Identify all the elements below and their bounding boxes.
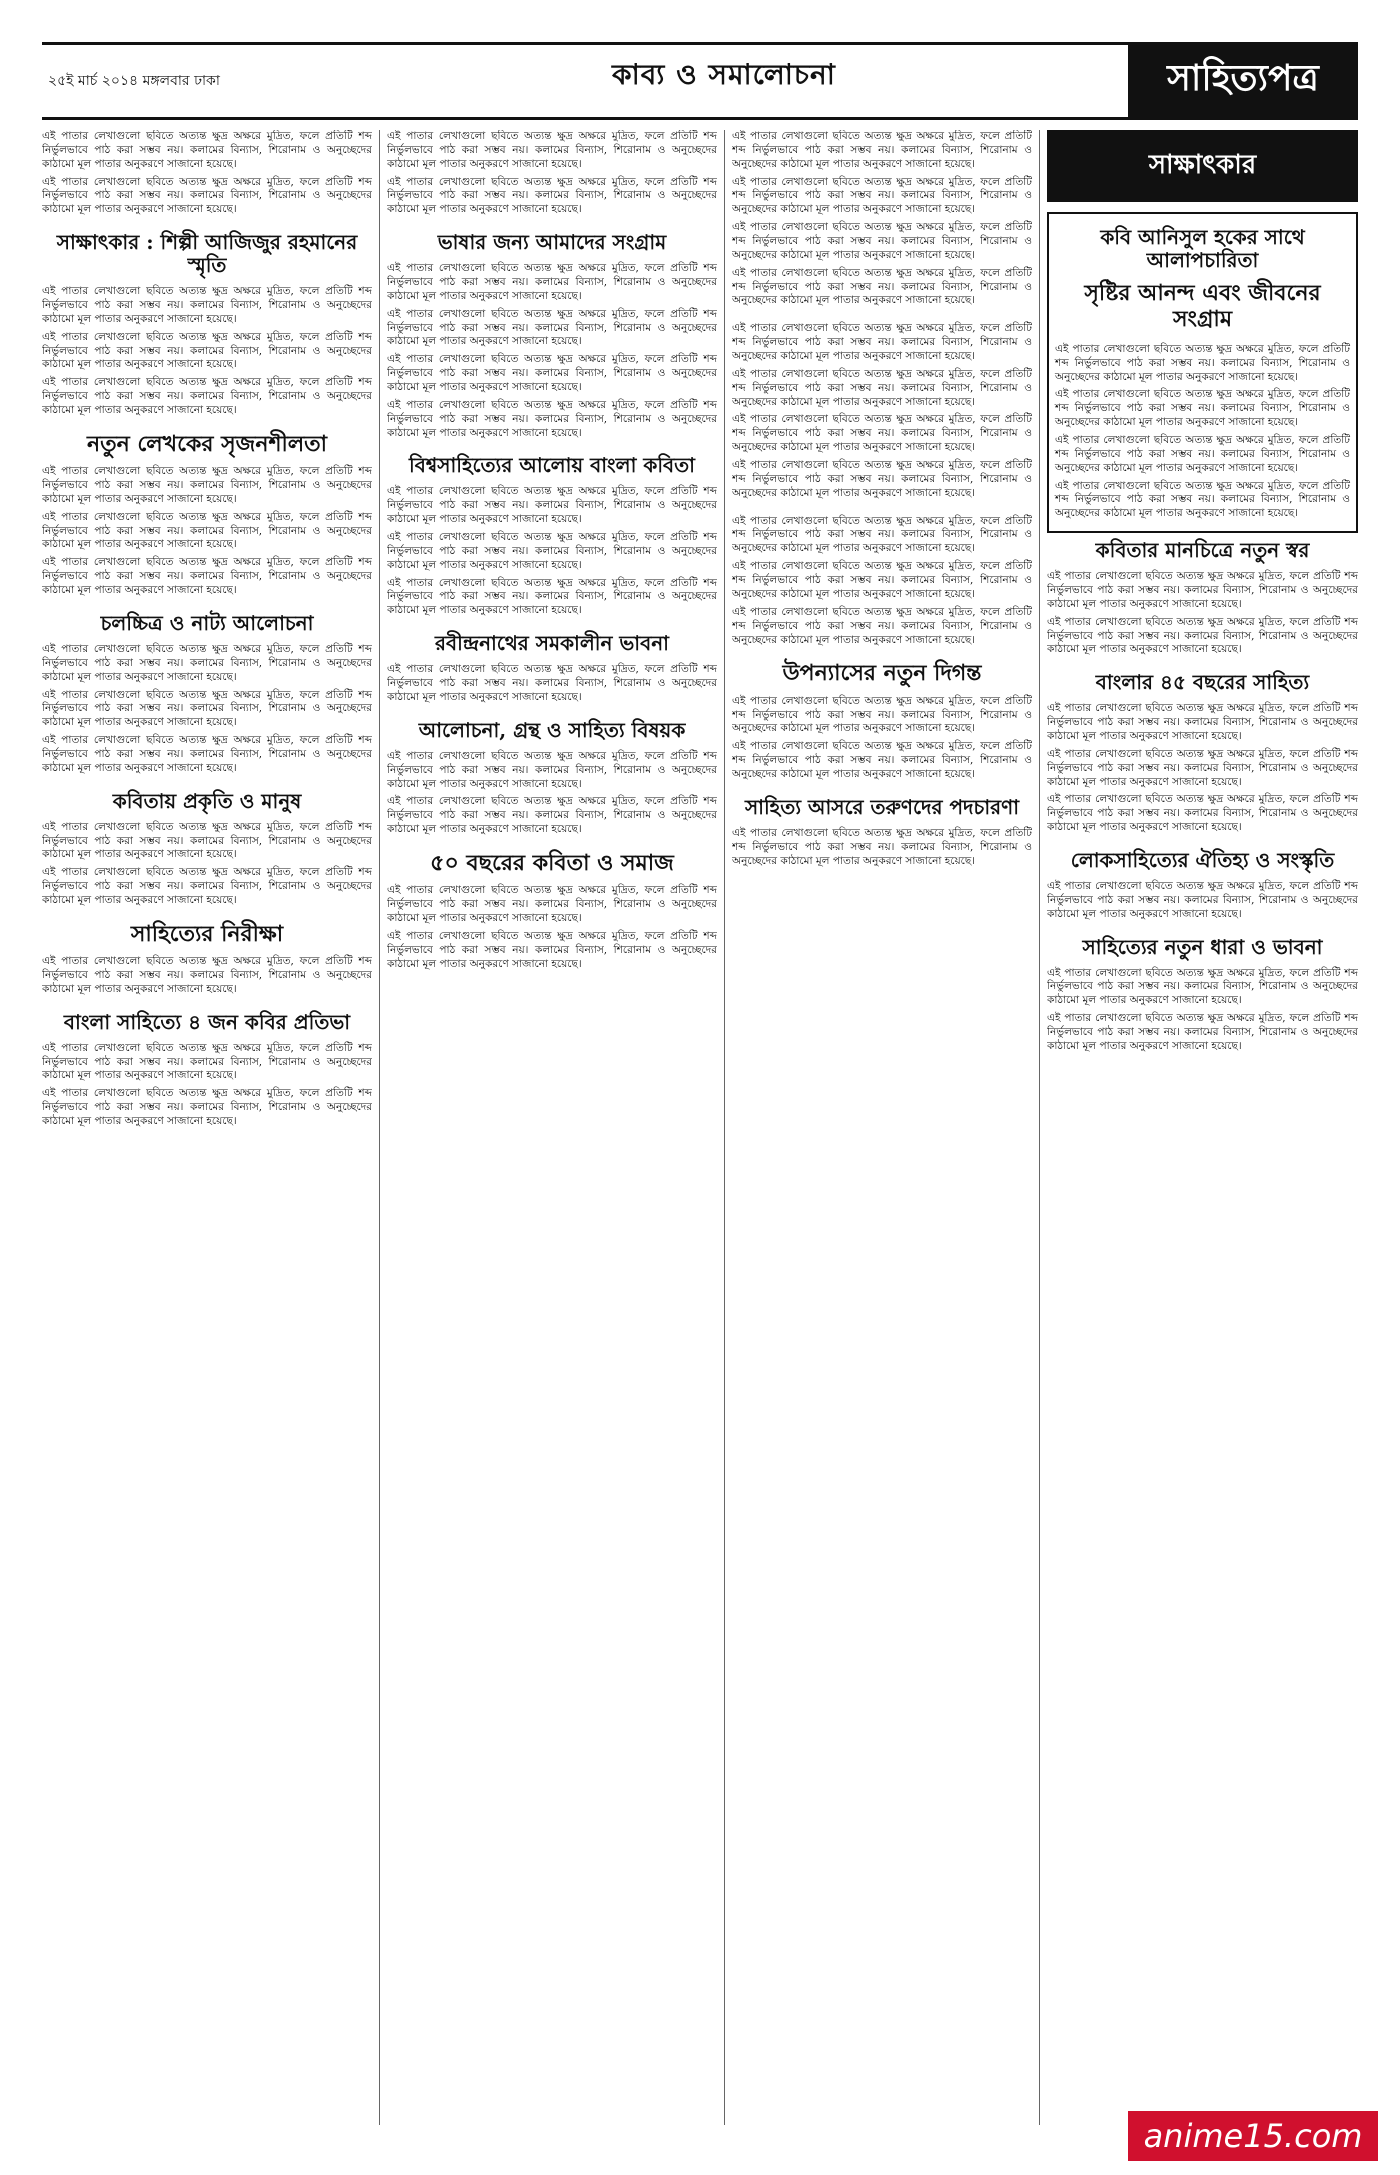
article-paragraph: এই পাতার লেখাগুলো ছবিতে অত্যন্ত ক্ষুদ্র অক্ষরে মুদ্রিত, ফলে প্রতিটি শব্দ নির্ভুলভাবে পাঠ করা সম্ভব নয়। কলামের বিন্যাস, শিরোনাম ও অনুচ্ছেদের কাঠামো মূল পাতার অনুকরণে সাজানো হয়েছে। [387, 884, 717, 924]
article-paragraph: এই পাতার লেখাগুলো ছবিতে অত্যন্ত ক্ষুদ্র অক্ষরে মুদ্রিত, ফলে প্রতিটি শব্দ নির্ভুলভাবে পাঠ করা সম্ভব নয়। কলামের বিন্যাস, শিরোনাম ও অনুচ্ছেদের কাঠামো মূল পাতার অনুকরণে সাজানো হয়েছে। [42, 556, 372, 597]
article-paragraph: এই পাতার লেখাগুলো ছবিতে অত্যন্ত ক্ষুদ্র অক্ষরে মুদ্রিত, ফলে প্রতিটি শব্দ নির্ভুলভাবে পাঠ করা সম্ভব নয়। কলামের বিন্যাস, শিরোনাম ও অনুচ্ছেদের কাঠামো মূল পাতার অনুকরণে সাজানো হয়েছে। [42, 465, 372, 505]
article-headline: বাংলার ৪৫ বছরের সাহিত্য [1095, 670, 1310, 695]
article-paragraph: এই পাতার লেখাগুলো ছবিতে অত্যন্ত ক্ষুদ্র অক্ষরে মুদ্রিত, ফলে প্রতিটি শব্দ নির্ভুলভাবে পাঠ করা সম্ভব নয়। কলামের বিন্যাস, শিরোনাম ও অনুচ্ছেদের কাঠামো মূল পাতার অনুকরণে সাজানো হয়েছে। [387, 262, 717, 302]
article-headline: উপন্যাসের নতুন দিগন্ত [782, 660, 982, 687]
article-headline: সাহিত্য আসরে তরুণদের পদচারণা [744, 794, 1020, 819]
article-paragraph: এই পাতার লেখাগুলো ছবিতে অত্যন্ত ক্ষুদ্র অক্ষরে মুদ্রিত, ফলে প্রতিটি শব্দ নির্ভুলভাবে পাঠ করা সম্ভব নয়। কলামের বিন্যাস, শিরোনাম ও অনুচ্ছেদের কাঠামো মূল পাতার অনুকরণে সাজানো হয়েছে। [387, 795, 717, 836]
article-body [387, 750, 717, 837]
article-paragraph: এই পাতার লেখাগুলো ছবিতে অত্যন্ত ক্ষুদ্র অক্ষরে মুদ্রিত, ফলে প্রতিটি শব্দ নির্ভুলভাবে পাঠ করা সম্ভব নয়। কলামের বিন্যাস, শিরোনাম ও অনুচ্ছেদের কাঠামো মূল পাতার অনুকরণে সাজানো হয়েছে। [732, 826, 1032, 867]
article-headline: রবীন্দ্রনাথের সমকালীন ভাবনা [435, 631, 669, 656]
article [1047, 539, 1358, 657]
article-paragraph: এই পাতার লেখাগুলো ছবিতে অত্যন্ত ক্ষুদ্র অক্ষরে মুদ্রিত, ফলে প্রতিটি শব্দ নির্ভুলভাবে পাঠ করা সম্ভব নয়। কলামের বিন্যাস, শিরোনাম ও অনুচ্ছেদের কাঠামো মূল পাতার অনুকরণে সাজানো হয়েছে। [732, 266, 1032, 307]
article [732, 322, 1032, 500]
article-headline: লোকসাহিত্যের ঐতিহ্য ও সংস্কৃতি [1070, 847, 1335, 872]
article-body [42, 285, 372, 418]
article-body [1047, 570, 1358, 657]
article-paragraph: এই পাতার লেখাগুলো ছবিতে অত্যন্ত ক্ষুদ্র অক্ষরে মুদ্রিত, ফলে প্রতিটি শব্দ নির্ভুলভাবে পাঠ করা সম্ভব নয়। কলামের বিন্যাস, শিরোনাম ও অনুচ্ছেদের কাঠামো মূল পাতার অনুকরণে সাজানো হয়েছে। [42, 1087, 372, 1127]
article-paragraph: এই পাতার লেখাগুলো ছবিতে অত্যন্ত ক্ষুদ্র অক্ষরে মুদ্রিত, ফলে প্রতিটি শব্দ নির্ভুলভাবে পাঠ করা সম্ভব নয়। কলামের বিন্যাস, শিরোনাম ও অনুচ্ছেদের কাঠামো মূল পাতার অনুকরণে সাজানো হয়েছে। [732, 459, 1032, 499]
article-headline: আলোচনা, গ্রন্থ ও সাহিত্য বিষয়ক [418, 717, 686, 742]
article-headline: চলচ্চিত্র ও নাট্য আলোচনা [100, 610, 314, 635]
feature-paragraph: এই পাতার লেখাগুলো ছবিতে অত্যন্ত ক্ষুদ্র অক্ষরে মুদ্রিত, ফলে প্রতিটি শব্দ নির্ভুলভাবে পাঠ করা সম্ভব নয়। কলামের বিন্যাস, শিরোনাম ও অনুচ্ছেদের কাঠামো মূল পাতার অনুকরণে সাজানো হয়েছে। [1055, 342, 1350, 383]
article-body [42, 643, 372, 776]
article-headline: সাক্ষাৎকার : শিল্পী আজিজুর রহমানের স্মৃতি [56, 230, 358, 278]
column-1 [42, 130, 372, 2125]
article-headline: নতুন লেখকের সৃজনশীলতা [86, 430, 328, 457]
feature-body [1055, 343, 1350, 521]
article-paragraph: এই পাতার লেখাগুলো ছবিতে অত্যন্ত ক্ষুদ্র অক্ষরে মুদ্রিত, ফলে প্রতিটি শব্দ নির্ভুলভাবে পাঠ করা সম্ভব নয়। কলামের বিন্যাস, শিরোনাম ও অনুচ্ছেদের কাঠামো মূল পাতার অনুকরণে সাজানো হয়েছে। [387, 307, 717, 348]
article [1047, 671, 1358, 835]
article-paragraph: এই পাতার লেখাগুলো ছবিতে অত্যন্ত ক্ষুদ্র অক্ষরে মুদ্রিত, ফলে প্রতিটি শব্দ নির্ভুলভাবে পাঠ করা সম্ভব নয়। কলামের বিন্যাস, শিরোনাম ও অনুচ্ছেদের কাঠামো মূল পাতার অনুকরণে সাজানো হয়েছে। [732, 322, 1032, 363]
article-paragraph: এই পাতার লেখাগুলো ছবিতে অত্যন্ত ক্ষুদ্র অক্ষরে মুদ্রিত, ফলে প্রতিটি শব্দ নির্ভুলভাবে পাঠ করা সম্ভব নয়। কলামের বিন্যাস, শিরোনাম ও অনুচ্ছেদের কাঠামো মূল পাতার অনুকরণে সাজানো হয়েছে। [1047, 570, 1358, 610]
article-body [387, 262, 717, 440]
newspaper-logo: সাহিত্যপত্র [1128, 45, 1358, 117]
article-body [732, 515, 1032, 648]
article [387, 130, 717, 217]
column-4-articles [1047, 539, 1358, 1054]
article-paragraph: এই পাতার লেখাগুলো ছবিতে অত্যন্ত ক্ষুদ্র অক্ষরে মুদ্রিত, ফলে প্রতিটি শব্দ নির্ভুলভাবে পাঠ করা সম্ভব নয়। কলামের বিন্যাস, শিরোনাম ও অনুচ্ছেদের কাঠামো মূল পাতার অনুকরণে সাজানো হয়েছে। [387, 663, 717, 703]
article-paragraph: এই পাতার লেখাগুলো ছবিতে অত্যন্ত ক্ষুদ্র অক্ষরে মুদ্রিত, ফলে প্রতিটি শব্দ নির্ভুলভাবে পাঠ করা সম্ভব নয়। কলামের বিন্যাস, শিরোনাম ও অনুচ্ছেদের কাঠামো মূল পাতার অনুকরণে সাজানো হয়েছে। [1047, 747, 1358, 788]
column-rule [1039, 130, 1040, 2125]
article-body [42, 1042, 372, 1129]
article-paragraph: এই পাতার লেখাগুলো ছবিতে অত্যন্ত ক্ষুদ্র অক্ষরে মুদ্রিত, ফলে প্রতিটি শব্দ নির্ভুলভাবে পাঠ করা সম্ভব নয়। কলামের বিন্যাস, শিরোনাম ও অনুচ্ছেদের কাঠামো মূল পাতার অনুকরণে সাজানো হয়েছে। [1047, 793, 1358, 834]
article-paragraph: এই পাতার লেখাগুলো ছবিতে অত্যন্ত ক্ষুদ্র অক্ষরে মুদ্রিত, ফলে প্রতিটি শব্দ নির্ভুলভাবে পাঠ করা সম্ভব নয়। কলামের বিন্যাস, শিরোনাম ও অনুচ্ছেদের কাঠামো মূল পাতার অনুকরণে সাজানো হয়েছে। [732, 175, 1032, 216]
column-rule [379, 130, 380, 2125]
article-paragraph: এই পাতার লেখাগুলো ছবিতে অত্যন্ত ক্ষুদ্র অক্ষরে মুদ্রিত, ফলে প্রতিটি শব্দ নির্ভুলভাবে পাঠ করা সম্ভব নয়। কলামের বিন্যাস, শিরোনাম ও অনুচ্ছেদের কাঠামো মূল পাতার অনুকরণে সাজানো হয়েছে। [387, 353, 717, 394]
column-2 [387, 130, 717, 2125]
article [42, 231, 372, 418]
article [387, 632, 717, 705]
article-paragraph: এই পাতার লেখাগুলো ছবিতে অত্যন্ত ক্ষুদ্র অক্ষরে মুদ্রিত, ফলে প্রতিটি শব্দ নির্ভুলভাবে পাঠ করা সম্ভব নয়। কলামের বিন্যাস, শিরোনাম ও অনুচ্ছেদের কাঠামো মূল পাতার অনুকরণে সাজানো হয়েছে। [42, 820, 372, 861]
article [42, 790, 372, 908]
article-paragraph: এই পাতার লেখাগুলো ছবিতে অত্যন্ত ক্ষুদ্র অক্ষরে মুদ্রিত, ফলে প্রতিটি শব্দ নির্ভুলভাবে পাঠ করা সম্ভব নয়। কলামের বিন্যাস, শিরোনাম ও অনুচ্ছেদের কাঠামো মূল পাতার অনুকরণে সাজানো হয়েছে। [42, 510, 372, 551]
article-body [732, 130, 1032, 308]
article-paragraph: এই পাতার লেখাগুলো ছবিতে অত্যন্ত ক্ষুদ্র অক্ষরে মুদ্রিত, ফলে প্রতিটি শব্দ নির্ভুলভাবে পাঠ করা সম্ভব নয়। কলামের বিন্যাস, শিরোনাম ও অনুচ্ছেদের কাঠামো মূল পাতার অনুকরণে সাজানো হয়েছে। [42, 734, 372, 774]
article [732, 130, 1032, 308]
article-paragraph: এই পাতার লেখাগুলো ছবিতে অত্যন্ত ক্ষুদ্র অক্ষরে মুদ্রিত, ফলে প্রতিটি শব্দ নির্ভুলভাবে পাঠ করা সম্ভব নয়। কলামের বিন্যাস, শিরোনাম ও অনুচ্ছেদের কাঠামো মূল পাতার অনুকরণে সাজানো হয়েছে। [732, 740, 1032, 780]
article-paragraph: এই পাতার লেখাগুলো ছবিতে অত্যন্ত ক্ষুদ্র অক্ষরে মুদ্রিত, ফলে প্রতিটি শব্দ নির্ভুলভাবে পাঠ করা সম্ভব নয়। কলামের বিন্যাস, শিরোনাম ও অনুচ্ছেদের কাঠামো মূল পাতার অনুকরণে সাজানো হয়েছে। [42, 376, 372, 417]
article-paragraph: এই পাতার লেখাগুলো ছবিতে অত্যন্ত ক্ষুদ্র অক্ষরে মুদ্রিত, ফলে প্রতিটি শব্দ নির্ভুলভাবে পাঠ করা সম্ভব নয়। কলামের বিন্যাস, শিরোনাম ও অনুচ্ছেদের কাঠামো মূল পাতার অনুকরণে সাজানো হয়েছে। [42, 688, 372, 729]
article [387, 851, 717, 971]
article-body [387, 130, 717, 217]
article-paragraph: এই পাতার লেখাগুলো ছবিতে অত্যন্ত ক্ষুদ্র অক্ষরে মুদ্রিত, ফলে প্রতিটি শব্দ নির্ভুলভাবে পাঠ করা সম্ভব নয়। কলামের বিন্যাস, শিরোনাম ও অনুচ্ছেদের কাঠামো মূল পাতার অনুকরণে সাজানো হয়েছে। [42, 1041, 372, 1082]
article-paragraph: এই পাতার লেখাগুলো ছবিতে অত্যন্ত ক্ষুদ্র অক্ষরে মুদ্রিত, ফলে প্রতিটি শব্দ নির্ভুলভাবে পাঠ করা সম্ভব নয়। কলামের বিন্যাস, শিরোনাম ও অনুচ্ছেদের কাঠামো মূল পাতার অনুকরণে সাজানো হয়েছে। [42, 866, 372, 906]
article [732, 796, 1032, 869]
article-paragraph: এই পাতার লেখাগুলো ছবিতে অত্যন্ত ক্ষুদ্র অক্ষরে মুদ্রিত, ফলে প্রতিটি শব্দ নির্ভুলভাবে পাঠ করা সম্ভব নয়। কলামের বিন্যাস, শিরোনাম ও অনুচ্ছেদের কাঠামো মূল পাতার অনুকরণে সাজানো হয়েছে। [387, 576, 717, 617]
article [42, 432, 372, 598]
feature-paragraph: এই পাতার লেখাগুলো ছবিতে অত্যন্ত ক্ষুদ্র অক্ষরে মুদ্রিত, ফলে প্রতিটি শব্দ নির্ভুলভাবে পাঠ করা সম্ভব নয়। কলামের বিন্যাস, শিরোনাম ও অনুচ্ছেদের কাঠামো মূল পাতার অনুকরণে সাজানো হয়েছে। [1055, 479, 1350, 520]
article [42, 130, 372, 217]
article-paragraph: এই পাতার লেখাগুলো ছবিতে অত্যন্ত ক্ষুদ্র অক্ষরে মুদ্রিত, ফলে প্রতিটি শব্দ নির্ভুলভাবে পাঠ করা সম্ভব নয়। কলামের বিন্যাস, শিরোনাম ও অনুচ্ছেদের কাঠামো মূল পাতার অনুকরণে সাজানো হয়েছে। [42, 330, 372, 371]
article-paragraph: এই পাতার লেখাগুলো ছবিতে অত্যন্ত ক্ষুদ্র অক্ষরে মুদ্রিত, ফলে প্রতিটি শব্দ নির্ভুলভাবে পাঠ করা সম্ভব নয়। কলামের বিন্যাস, শিরোনাম ও অনুচ্ছেদের কাঠামো মূল পাতার অনুকরণে সাজানো হয়েছে। [732, 514, 1032, 555]
article-paragraph: এই পাতার লেখাগুলো ছবিতে অত্যন্ত ক্ষুদ্র অক্ষরে মুদ্রিত, ফলে প্রতিটি শব্দ নির্ভুলভাবে পাঠ করা সম্ভব নয়। কলামের বিন্যাস, শিরোনাম ও অনুচ্ছেদের কাঠামো মূল পাতার অনুকরণে সাজানো হয়েছে। [387, 929, 717, 970]
column-4 [1047, 130, 1358, 2125]
article-headline: বাংলা সাহিত্যে ৪ জন কবির প্রতিভা [63, 1009, 351, 1034]
newspaper-page [42, 42, 1358, 2132]
article-paragraph: এই পাতার লেখাগুলো ছবিতে অত্যন্ত ক্ষুদ্র অক্ষরে মুদ্রিত, ফলে প্রতিটি শব্দ নির্ভুলভাবে পাঠ করা সম্ভব নয়। কলামের বিন্যাস, শিরোনাম ও অনুচ্ছেদের কাঠামো মূল পাতার অনুকরণে সাজানো হয়েছে। [1047, 702, 1358, 742]
article-paragraph: এই পাতার লেখাগুলো ছবিতে অত্যন্ত ক্ষুদ্র অক্ষরে মুদ্রিত, ফলে প্রতিটি শব্দ নির্ভুলভাবে পাঠ করা সম্ভব নয়। কলামের বিন্যাস, শিরোনাম ও অনুচ্ছেদের কাঠামো মূল পাতার অনুকরণে সাজানো হয়েছে। [1047, 879, 1358, 920]
article-paragraph: এই পাতার লেখাগুলো ছবিতে অত্যন্ত ক্ষুদ্র অক্ষরে মুদ্রিত, ফলে প্রতিটি শব্দ নির্ভুলভাবে পাঠ করা সম্ভব নয়। কলামের বিন্যাস, শিরোনাম ও অনুচ্ছেদের কাঠামো মূল পাতার অনুকরণে সাজানো হয়েছে। [732, 221, 1032, 261]
feature-headline: সৃষ্টির আনন্দ এবং জীবনের সংগ্রাম [1084, 280, 1321, 333]
article-paragraph: এই পাতার লেখাগুলো ছবিতে অত্যন্ত ক্ষুদ্র অক্ষরে মুদ্রিত, ফলে প্রতিটি শব্দ নির্ভুলভাবে পাঠ করা সম্ভব নয়। কলামের বিন্যাস, শিরোনাম ও অনুচ্ছেদের কাঠামো মূল পাতার অনুকরণে সাজানো হয়েছে। [42, 285, 372, 325]
article [387, 231, 717, 440]
article-paragraph: এই পাতার লেখাগুলো ছবিতে অত্যন্ত ক্ষুদ্র অক্ষরে মুদ্রিত, ফলে প্রতিটি শব্দ নির্ভুলভাবে পাঠ করা সম্ভব নয়। কলামের বিন্যাস, শিরোনাম ও অনুচ্ছেদের কাঠামো মূল পাতার অনুকরণে সাজানো হয়েছে। [387, 398, 717, 439]
article-headline: কবিতার মানচিত্রে নতুন স্বর [1095, 538, 1310, 563]
article [42, 612, 372, 776]
feature-box [1047, 212, 1358, 533]
masthead [42, 42, 1358, 120]
article-headline: সাহিত্যের নতুন ধারা ও ভাবনা [1082, 934, 1323, 959]
article-paragraph: এই পাতার লেখাগুলো ছবিতে অত্যন্ত ক্ষুদ্র অক্ষরে মুদ্রিত, ফলে প্রতিটি শব্দ নির্ভুলভাবে পাঠ করা সম্ভব নয়। কলামের বিন্যাস, শিরোনাম ও অনুচ্ছেদের কাঠামো মূল পাতার অনুকরণে সাজানো হয়েছে। [387, 485, 717, 526]
article-paragraph: এই পাতার লেখাগুলো ছবিতে অত্যন্ত ক্ষুদ্র অক্ষরে মুদ্রিত, ফলে প্রতিটি শব্দ নির্ভুলভাবে পাঠ করা সম্ভব নয়। কলামের বিন্যাস, শিরোনাম ও অনুচ্ছেদের কাঠামো মূল পাতার অনুকরণে সাজানো হয়েছে। [732, 694, 1032, 735]
article [42, 1011, 372, 1129]
article-paragraph: এই পাতার লেখাগুলো ছবিতে অত্যন্ত ক্ষুদ্র অক্ষরে মুদ্রিত, ফলে প্রতিটি শব্দ নির্ভুলভাবে পাঠ করা সম্ভব নয়। কলামের বিন্যাস, শিরোনাম ও অনুচ্ছেদের কাঠামো মূল পাতার অনুকরণে সাজানো হয়েছে। [42, 130, 372, 170]
article-body [732, 695, 1032, 782]
article-paragraph: এই পাতার লেখাগুলো ছবিতে অত্যন্ত ক্ষুদ্র অক্ষরে মুদ্রিত, ফলে প্রতিটি শব্দ নির্ভুলভাবে পাঠ করা সম্ভব নয়। কলামের বিন্যাস, শিরোনাম ও অনুচ্ছেদের কাঠামো মূল পাতার অনুকরণে সাজানো হয়েছে। [732, 130, 1032, 170]
column-3 [732, 130, 1032, 2125]
feature-paragraph: এই পাতার লেখাগুলো ছবিতে অত্যন্ত ক্ষুদ্র অক্ষরে মুদ্রিত, ফলে প্রতিটি শব্দ নির্ভুলভাবে পাঠ করা সম্ভব নয়। কলামের বিন্যাস, শিরোনাম ও অনুচ্ছেদের কাঠামো মূল পাতার অনুকরণে সাজানো হয়েছে। [1055, 388, 1350, 429]
article [387, 454, 717, 618]
article [387, 719, 717, 837]
article-body [42, 465, 372, 598]
article-paragraph: এই পাতার লেখাগুলো ছবিতে অত্যন্ত ক্ষুদ্র অক্ষরে মুদ্রিত, ফলে প্রতিটি শব্দ নির্ভুলভাবে পাঠ করা সম্ভব নয়। কলামের বিন্যাস, শিরোনাম ও অনুচ্ছেদের কাঠামো মূল পাতার অনুকরণে সাজানো হয়েছে। [732, 605, 1032, 646]
article-body [42, 821, 372, 908]
column-rule [724, 130, 725, 2125]
article-paragraph: এই পাতার লেখাগুলো ছবিতে অত্যন্ত ক্ষুদ্র অক্ষরে মুদ্রিত, ফলে প্রতিটি শব্দ নির্ভুলভাবে পাঠ করা সম্ভব নয়। কলামের বিন্যাস, শিরোনাম ও অনুচ্ছেদের কাঠামো মূল পাতার অনুকরণে সাজানো হয়েছে। [732, 560, 1032, 600]
article-body [1047, 880, 1358, 922]
article-body [387, 663, 717, 705]
article-body [42, 130, 372, 217]
article-body [387, 884, 717, 971]
article-headline: ৫০ বছরের কবিতা ও সমাজ [430, 849, 674, 876]
section-title: কাব্য ও সমালোচনা [612, 58, 836, 91]
article-paragraph: এই পাতার লেখাগুলো ছবিতে অত্যন্ত ক্ষুদ্র অক্ষরে মুদ্রিত, ফলে প্রতিটি শব্দ নির্ভুলভাবে পাঠ করা সম্ভব নয়। কলামের বিন্যাস, শিরোনাম ও অনুচ্ছেদের কাঠামো মূল পাতার অনুকরণে সাজানো হয়েছে। [42, 642, 372, 683]
article-body [732, 322, 1032, 500]
article-headline: সাহিত্যের নিরীক্ষা [130, 920, 284, 947]
article-paragraph: এই পাতার লেখাগুলো ছবিতে অত্যন্ত ক্ষুদ্র অক্ষরে মুদ্রিত, ফলে প্রতিটি শব্দ নির্ভুলভাবে পাঠ করা সম্ভব নয়। কলামের বিন্যাস, শিরোনাম ও অনুচ্ছেদের কাঠামো মূল পাতার অনুকরণে সাজানো হয়েছে। [387, 130, 717, 170]
article-paragraph: এই পাতার লেখাগুলো ছবিতে অত্যন্ত ক্ষুদ্র অক্ষরে মুদ্রিত, ফলে প্রতিটি শব্দ নির্ভুলভাবে পাঠ করা সম্ভব নয়। কলামের বিন্যাস, শিরোনাম ও অনুচ্ছেদের কাঠামো মূল পাতার অনুকরণে সাজানো হয়েছে। [387, 531, 717, 571]
article-paragraph: এই পাতার লেখাগুলো ছবিতে অত্যন্ত ক্ষুদ্র অক্ষরে মুদ্রিত, ফলে প্রতিটি শব্দ নির্ভুলভাবে পাঠ করা সম্ভব নয়। কলামের বিন্যাস, শিরোনাম ও অনুচ্ছেদের কাঠামো মূল পাতার অনুকরণে সাজানো হয়েছে। [1047, 1012, 1358, 1052]
article [42, 922, 372, 997]
article-paragraph: এই পাতার লেখাগুলো ছবিতে অত্যন্ত ক্ষুদ্র অক্ষরে মুদ্রিত, ফলে প্রতিটি শব্দ নির্ভুলভাবে পাঠ করা সম্ভব নয়। কলামের বিন্যাস, শিরোনাম ও অনুচ্ছেদের কাঠামো মূল পাতার অনুকরণে সাজানো হয়েছে। [42, 955, 372, 995]
article [1047, 936, 1358, 1054]
article-headline: বিশ্বসাহিত্যের আলোয় বাংলা কবিতা [409, 453, 695, 478]
article-body [1047, 967, 1358, 1054]
article [732, 515, 1032, 648]
article-body [732, 827, 1032, 869]
article-paragraph: এই পাতার লেখাগুলো ছবিতে অত্যন্ত ক্ষুদ্র অক্ষরে মুদ্রিত, ফলে প্রতিটি শব্দ নির্ভুলভাবে পাঠ করা সম্ভব নয়। কলামের বিন্যাস, শিরোনাম ও অনুচ্ছেদের কাঠামো মূল পাতার অনুকরণে সাজানো হয়েছে। [42, 175, 372, 216]
feature-paragraph: এই পাতার লেখাগুলো ছবিতে অত্যন্ত ক্ষুদ্র অক্ষরে মুদ্রিত, ফলে প্রতিটি শব্দ নির্ভুলভাবে পাঠ করা সম্ভব নয়। কলামের বিন্যাস, শিরোনাম ও অনুচ্ছেদের কাঠামো মূল পাতার অনুকরণে সাজানো হয়েছে। [1055, 433, 1350, 474]
article-headline: কবিতায় প্রকৃতি ও মানুষ [112, 788, 302, 813]
article-paragraph: এই পাতার লেখাগুলো ছবিতে অত্যন্ত ক্ষুদ্র অক্ষরে মুদ্রিত, ফলে প্রতিটি শব্দ নির্ভুলভাবে পাঠ করা সম্ভব নয়। কলামের বিন্যাস, শিরোনাম ও অনুচ্ছেদের কাঠামো মূল পাতার অনুকরণে সাজানো হয়েছে। [732, 367, 1032, 408]
article-headline: ভাষার জন্য আমাদের সংগ্রাম [437, 230, 667, 255]
article-paragraph: এই পাতার লেখাগুলো ছবিতে অত্যন্ত ক্ষুদ্র অক্ষরে মুদ্রিত, ফলে প্রতিটি শব্দ নির্ভুলভাবে পাঠ করা সম্ভব নয়। কলামের বিন্যাস, শিরোনাম ও অনুচ্ছেদের কাঠামো মূল পাতার অনুকরণে সাজানো হয়েছে। [1047, 966, 1358, 1007]
watermark: anime15.com [1128, 2111, 1378, 2161]
article-paragraph: এই পাতার লেখাগুলো ছবিতে অত্যন্ত ক্ষুদ্র অক্ষরে মুদ্রিত, ফলে প্রতিটি শব্দ নির্ভুলভাবে পাঠ করা সম্ভব নয়। কলামের বিন্যাস, শিরোনাম ও অনুচ্ছেদের কাঠামো মূল পাতার অনুকরণে সাজানো হয়েছে। [1047, 615, 1358, 656]
article-paragraph: এই পাতার লেখাগুলো ছবিতে অত্যন্ত ক্ষুদ্র অক্ষরে মুদ্রিত, ফলে প্রতিটি শব্দ নির্ভুলভাবে পাঠ করা সম্ভব নয়। কলামের বিন্যাস, শিরোনাম ও অনুচ্ছেদের কাঠামো মূল পাতার অনুকরণে সাজানো হয়েছে। [387, 175, 717, 216]
dateline: ২৫ই মার্চ ২০১৪ মঙ্গলবার ঢাকা [48, 73, 220, 89]
article-body [42, 955, 372, 997]
article-body [387, 485, 717, 618]
article-body [1047, 702, 1358, 835]
feature-flag: সাক্ষাৎকার [1047, 130, 1358, 202]
article [1047, 849, 1358, 922]
article [732, 661, 1032, 781]
article-paragraph: এই পাতার লেখাগুলো ছবিতে অত্যন্ত ক্ষুদ্র অক্ষরে মুদ্রিত, ফলে প্রতিটি শব্দ নির্ভুলভাবে পাঠ করা সম্ভব নয়। কলামের বিন্যাস, শিরোনাম ও অনুচ্ছেদের কাঠামো মূল পাতার অনুকরণে সাজানো হয়েছে। [732, 413, 1032, 454]
feature-subhead: কবি আনিসুল হকের সাথে আলাপচারিতা [1100, 225, 1305, 272]
article-paragraph: এই পাতার লেখাগুলো ছবিতে অত্যন্ত ক্ষুদ্র অক্ষরে মুদ্রিত, ফলে প্রতিটি শব্দ নির্ভুলভাবে পাঠ করা সম্ভব নয়। কলামের বিন্যাস, শিরোনাম ও অনুচ্ছেদের কাঠামো মূল পাতার অনুকরণে সাজানো হয়েছে। [387, 749, 717, 790]
